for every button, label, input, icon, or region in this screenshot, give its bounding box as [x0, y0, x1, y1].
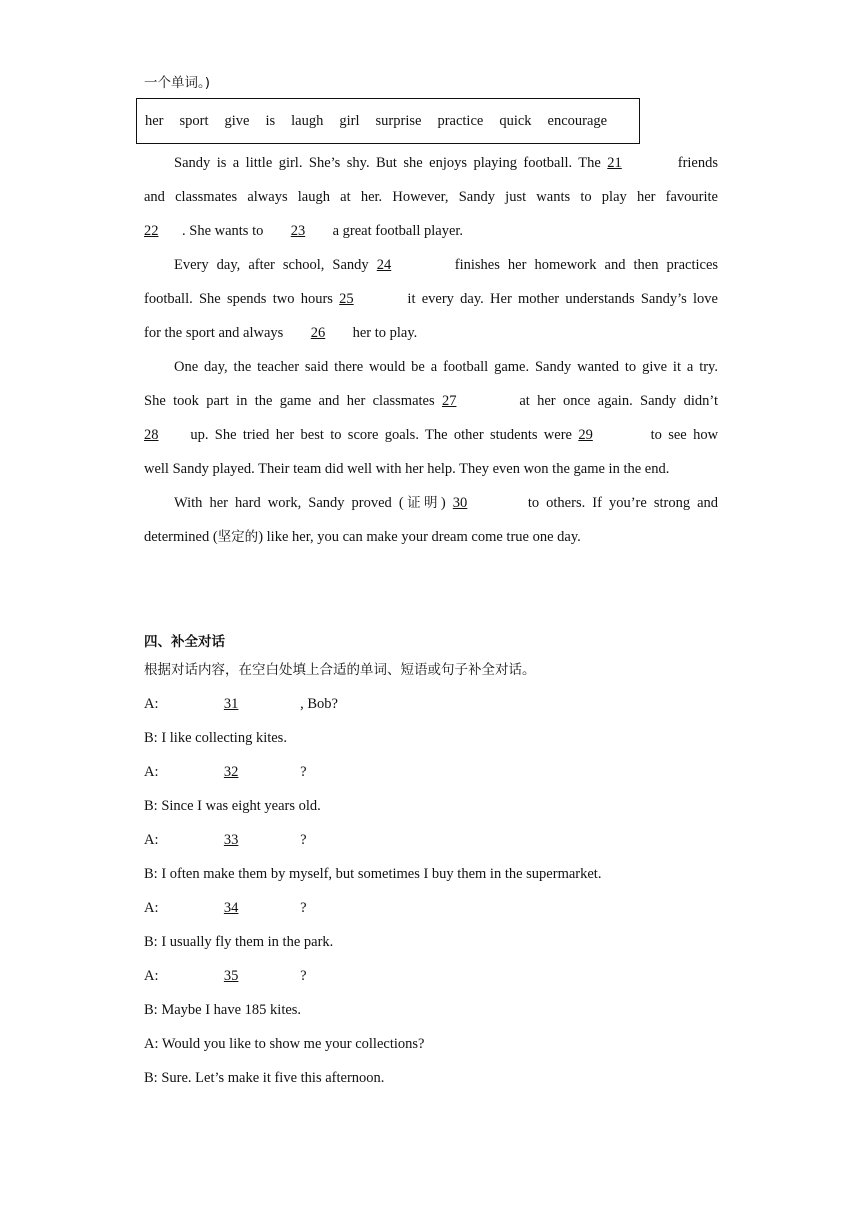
dialogue-text: B: I often make them by myself, but sometimes I buy them in the supermarket.	[144, 866, 602, 882]
passage-line	[144, 153, 718, 173]
dialogue-line	[144, 1034, 718, 1054]
blank-28[interactable]: 28	[144, 427, 159, 443]
instruction-tail: 一个单词。)	[144, 75, 211, 91]
blank-27[interactable]: 27	[441, 393, 457, 409]
word-bank-box	[136, 98, 640, 144]
dialogue-line	[144, 1068, 718, 1088]
passage-text: )	[440, 495, 446, 511]
passage-text: and classmates always laugh at her. However, Sandy just wants to play her favourite	[144, 189, 718, 205]
dialogue-line	[144, 932, 718, 952]
passage-line	[144, 391, 718, 411]
passage-text: She took part in the game and her classmates	[144, 393, 435, 409]
passage-text: to see how	[650, 427, 719, 443]
word-bank-item: girl	[339, 112, 360, 129]
word-bank-item: laugh	[291, 112, 324, 129]
passage-line	[144, 425, 718, 445]
passage-text: football. She spends two hours	[144, 291, 333, 307]
passage-line	[144, 323, 718, 343]
dialogue-line	[144, 898, 718, 918]
dialogue-text: ?	[300, 764, 307, 780]
passage-text: her to play.	[352, 325, 418, 341]
passage-text: finishes her homework and then practices	[454, 257, 719, 273]
blank-25[interactable]: 25	[339, 291, 354, 307]
dialogue-text: A:	[144, 764, 159, 780]
passage-text: One day, the teacher said there would be a football game. Sandy wanted to give it a try.	[174, 359, 718, 375]
dialogue-text: ?	[300, 900, 307, 916]
word-bank-item: her	[145, 112, 164, 129]
dialogue-line	[144, 762, 718, 782]
word-bank-item: quick	[499, 112, 532, 129]
passage-gloss: 证明	[403, 495, 441, 511]
blank-33[interactable]: 33	[223, 832, 239, 848]
passage-gloss: 坚定的	[217, 529, 259, 545]
section-heading: 四、补全对话	[144, 634, 225, 650]
word-bank-item: is	[265, 112, 276, 129]
passage-text: a great football player.	[332, 223, 464, 239]
blank-35[interactable]: 35	[223, 968, 239, 984]
blank-21[interactable]: 21	[607, 155, 622, 171]
passage-text: With her hard work, Sandy proved (	[174, 495, 404, 511]
dialogue-text: ?	[300, 968, 307, 984]
passage-line	[144, 255, 718, 275]
passage-text: determined (	[144, 529, 218, 545]
dialogue-line	[144, 830, 718, 850]
passage-line	[144, 357, 718, 377]
passage-text: Every day, after school, Sandy	[174, 257, 369, 273]
passage-text: friends	[677, 155, 719, 171]
dialogue-text: ?	[300, 832, 307, 848]
passage-text: up. She tried her best to score goals. The other students were	[190, 427, 572, 443]
blank-23[interactable]: 23	[290, 223, 306, 239]
passage-text: it every day. Her mother understands Sandy’s love	[407, 291, 718, 307]
passage-text: to others. If you’re strong and	[527, 495, 719, 511]
passage-line	[144, 289, 718, 309]
passage-text: Sandy is a little girl. She’s shy. But she enjoys playing football. The	[174, 155, 601, 171]
dialogue-text: B: Since I was eight years old.	[144, 798, 321, 814]
dialogue-text: B: I like collecting kites.	[144, 730, 287, 746]
dialogue-line	[144, 694, 718, 714]
passage-text: well Sandy played. Their team did well with her help. They even won the game in the end.	[144, 461, 670, 477]
dialogue-text: A:	[144, 696, 159, 712]
passage-text: at her once again. Sandy didn’t	[519, 393, 718, 409]
blank-22[interactable]: 22	[144, 223, 159, 239]
word-bank-item: practice	[437, 112, 484, 129]
dialogue-line	[144, 966, 718, 986]
blank-31[interactable]: 31	[223, 696, 239, 712]
dialogue-text: A: Would you like to show me your collections?	[144, 1036, 425, 1052]
blank-29[interactable]: 29	[578, 427, 593, 443]
blank-30[interactable]: 30	[452, 495, 468, 511]
passage-text: for the sport and always	[144, 325, 284, 341]
dialogue-line	[144, 796, 718, 816]
dialogue-text: A:	[144, 968, 159, 984]
word-bank-item: surprise	[375, 112, 422, 129]
dialogue-text: , Bob?	[300, 696, 338, 712]
dialogue-text: B: Maybe I have 185 kites.	[144, 1002, 302, 1018]
section-instruction: 根据对话内容，在空白处填上合适的单词、短语或句子补全对话。	[144, 662, 536, 678]
dialogue-line	[144, 1000, 718, 1020]
passage-line	[144, 187, 718, 207]
dialogue-line	[144, 728, 718, 748]
passage-line	[144, 493, 718, 513]
blank-34[interactable]: 34	[223, 900, 239, 916]
blank-26[interactable]: 26	[310, 325, 326, 341]
word-bank-item: encourage	[547, 112, 608, 129]
dialogue-text: A:	[144, 900, 159, 916]
dialogue-text: B: Sure. Let’s make it five this afternoon.	[144, 1070, 385, 1086]
blank-32[interactable]: 32	[223, 764, 239, 780]
dialogue-text: A:	[144, 832, 159, 848]
passage-line	[144, 459, 718, 479]
dialogue-line	[144, 864, 718, 884]
passage-text: ) like her, you can make your dream come true one day.	[258, 529, 581, 545]
word-bank-item: give	[224, 112, 250, 129]
passage-line	[144, 221, 718, 241]
passage-line	[144, 527, 718, 547]
passage-text: . She wants to	[182, 223, 264, 239]
dialogue-text: B: I usually fly them in the park.	[144, 934, 334, 950]
blank-24[interactable]: 24	[376, 257, 392, 273]
word-bank-item: sport	[179, 112, 209, 129]
